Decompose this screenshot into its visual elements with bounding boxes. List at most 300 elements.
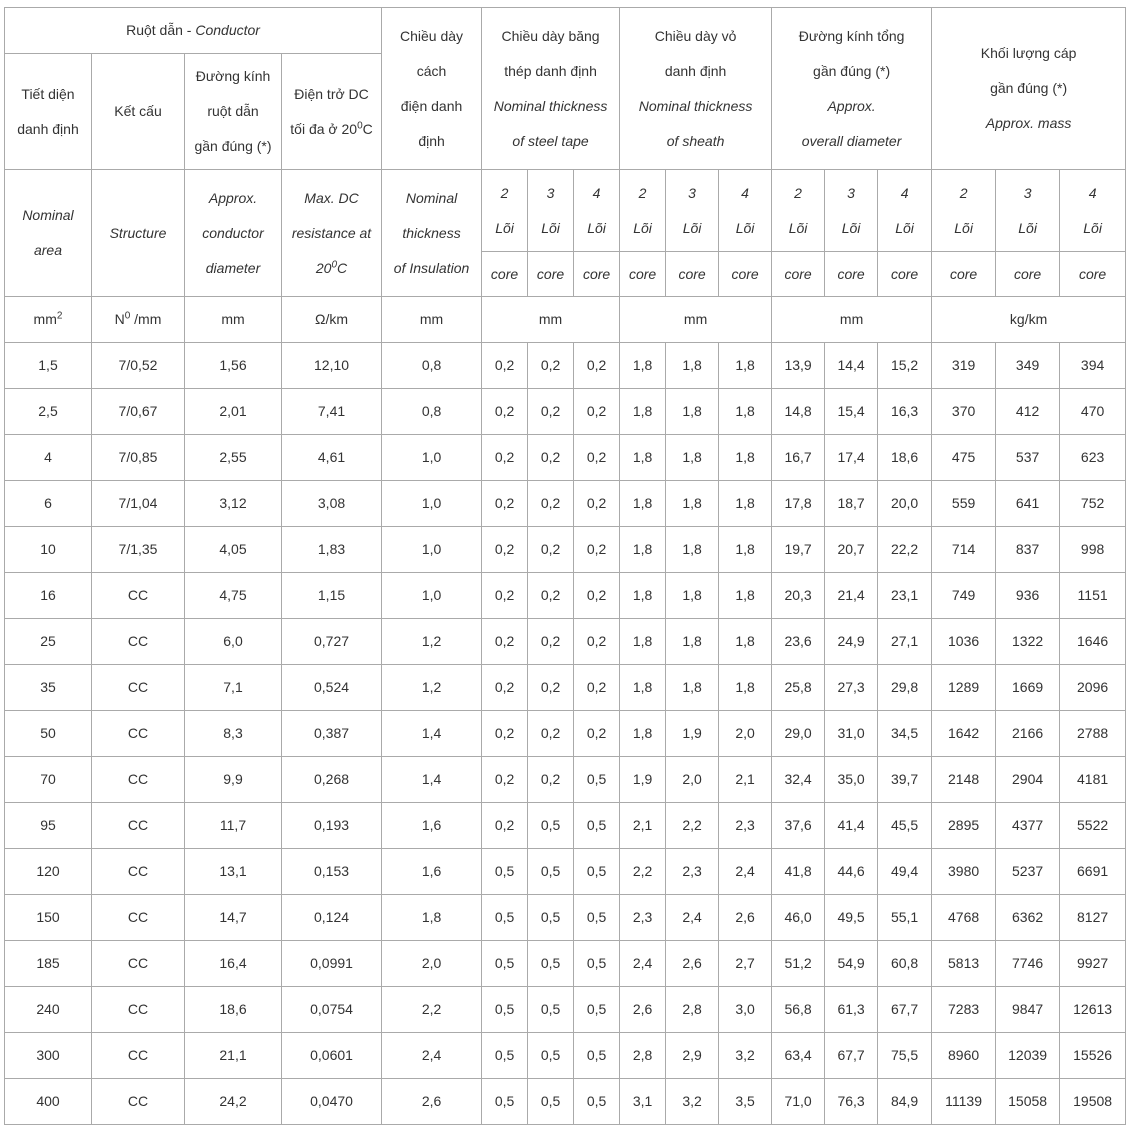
text: tối đa ở 20 (290, 120, 358, 137)
table-cell: 37,6 (772, 803, 825, 849)
unit-diameter: mm (185, 297, 282, 343)
table-cell: 641 (996, 481, 1060, 527)
table-cell: 95 (5, 803, 92, 849)
table-cell: 837 (996, 527, 1060, 573)
table-cell: 1,8 (620, 527, 666, 573)
core-count-number: 2 (794, 184, 802, 201)
table-cell: 0,5 (482, 1033, 528, 1079)
core-label-en: core (528, 252, 574, 297)
table-cell: 1,8 (666, 619, 719, 665)
core-count-number: 3 (1023, 184, 1032, 201)
table-cell: 0,2 (528, 481, 574, 527)
table-cell: 1,0 (382, 527, 482, 573)
core-count-number: 2 (500, 184, 509, 201)
structure-header-en: Structure (92, 170, 185, 297)
text: N (114, 311, 125, 327)
core-count-label-vi: Lõi (895, 219, 914, 236)
table-cell: 84,9 (878, 1079, 932, 1125)
table-cell: 6362 (996, 895, 1060, 941)
table-row (5, 895, 1126, 941)
table-cell: 1669 (996, 665, 1060, 711)
table-cell: CC (92, 573, 185, 619)
table-cell: 1,8 (620, 343, 666, 389)
table-cell: 0,2 (482, 343, 528, 389)
table-cell: 0,5 (528, 895, 574, 941)
table-cell: 0,2 (574, 389, 620, 435)
table-cell: 4768 (932, 895, 996, 941)
table-cell: 2,6 (666, 941, 719, 987)
table-cell: 1,0 (382, 481, 482, 527)
overall-diameter-header (772, 8, 932, 170)
table-cell: 1,8 (719, 389, 772, 435)
insulation-header-en (382, 170, 482, 297)
structure-header-vi: Kết cấu (92, 54, 185, 170)
text: Điện trở DC (294, 85, 369, 102)
table-cell: CC (92, 711, 185, 757)
unit-structure (92, 297, 185, 343)
table-cell: 1,5 (5, 343, 92, 389)
table-cell: 0,5 (574, 849, 620, 895)
table-cell: 1,8 (719, 343, 772, 389)
table-row (5, 987, 1126, 1033)
table-row (5, 435, 1126, 481)
table-cell: 0,0991 (282, 941, 382, 987)
core-count-label-vi: Lõi (633, 219, 652, 236)
text: Khối lượng cáp (980, 45, 1077, 61)
table-cell: 559 (932, 481, 996, 527)
table-cell: 15526 (1060, 1033, 1126, 1079)
table-cell: 2,2 (382, 987, 482, 1033)
table-cell: 185 (5, 941, 92, 987)
table-cell: 3,2 (719, 1033, 772, 1079)
text: conductor (202, 224, 264, 241)
table-cell: 623 (1060, 435, 1126, 481)
table-cell: 1646 (1060, 619, 1126, 665)
table-cell: 1,8 (620, 481, 666, 527)
text: Nominal (22, 207, 74, 223)
table-cell: 1,8 (666, 435, 719, 481)
table-cell: 9847 (996, 987, 1060, 1033)
table-cell: 1642 (932, 711, 996, 757)
table-cell: 49,4 (878, 849, 932, 895)
table-cell: 319 (932, 343, 996, 389)
table-cell: 2,9 (666, 1033, 719, 1079)
core-count-label-vi: Lõi (1083, 219, 1102, 236)
table-cell: 35 (5, 665, 92, 711)
table-cell: 0,8 (382, 343, 482, 389)
table-cell: 2,0 (382, 941, 482, 987)
table-cell: 0,5 (482, 1079, 528, 1125)
table-cell: CC (92, 1079, 185, 1125)
table-cell: 2,6 (382, 1079, 482, 1125)
table-cell: CC (92, 1033, 185, 1079)
core-label-en: core (574, 252, 620, 297)
table-cell: 19508 (1060, 1079, 1126, 1125)
core-label-en: core (996, 252, 1060, 297)
text (284, 251, 379, 286)
text: C (362, 120, 373, 137)
table-cell: 0,2 (482, 573, 528, 619)
table-cell: 67,7 (878, 987, 932, 1033)
table-cell: 1,8 (620, 619, 666, 665)
table-cell: 0,2 (574, 573, 620, 619)
text: thickness (402, 224, 461, 241)
table-cell: 0,5 (528, 803, 574, 849)
table-row (5, 1079, 1126, 1125)
table-cell: 24,2 (185, 1079, 282, 1125)
table-cell: 0,2 (574, 435, 620, 481)
table-cell: 39,7 (878, 757, 932, 803)
table-cell: 21,4 (825, 573, 878, 619)
table-row (5, 527, 1126, 573)
table-cell: 0,2 (574, 481, 620, 527)
unit-resistance: Ω/km (282, 297, 382, 343)
unit-sheath: mm (620, 297, 772, 343)
unit-mass: kg/km (932, 297, 1126, 343)
table-cell: CC (92, 895, 185, 941)
table-cell: 7/0,85 (92, 435, 185, 481)
table-cell: 0,2 (528, 665, 574, 711)
table-cell: CC (92, 619, 185, 665)
table-cell: 0,524 (282, 665, 382, 711)
table-cell: 2895 (932, 803, 996, 849)
table-cell: 4,05 (185, 527, 282, 573)
table-cell: 537 (996, 435, 1060, 481)
table-cell: 7,1 (185, 665, 282, 711)
diameter-header-vi (185, 54, 282, 170)
table-cell: 1,0 (382, 573, 482, 619)
table-cell: 0,2 (482, 619, 528, 665)
table-row (5, 619, 1126, 665)
core-count-label-vi: Lõi (682, 219, 702, 236)
core-count-number: 3 (688, 184, 696, 201)
table-cell: 1,8 (719, 573, 772, 619)
table-cell: 0,5 (528, 849, 574, 895)
table-cell: 6,0 (185, 619, 282, 665)
table-cell: 1,9 (620, 757, 666, 803)
text: gần đúng (*) (194, 138, 272, 154)
core-count-header (825, 170, 878, 252)
table-cell: 44,6 (825, 849, 878, 895)
core-count-number: 2 (638, 184, 647, 201)
core-count-header (996, 170, 1060, 252)
table-cell: 2148 (932, 757, 996, 803)
table-cell: 16,3 (878, 389, 932, 435)
table-row (5, 389, 1126, 435)
unit-area (5, 297, 92, 343)
table-cell: 32,4 (772, 757, 825, 803)
table-cell: 9,9 (185, 757, 282, 803)
table-cell: 2,55 (185, 435, 282, 481)
table-cell: 0,2 (574, 343, 620, 389)
table-cell: 2788 (1060, 711, 1126, 757)
table-cell: 55,1 (878, 895, 932, 941)
table-cell: 0,2 (482, 803, 528, 849)
core-count-number: 2 (959, 184, 968, 201)
conductor-label-vi: Ruột dẫn - (126, 22, 196, 38)
table-cell: 21,1 (185, 1033, 282, 1079)
table-cell: 1,8 (620, 389, 666, 435)
table-cell: 0,5 (482, 941, 528, 987)
table-cell: 0,193 (282, 803, 382, 849)
table-cell: 15058 (996, 1079, 1060, 1125)
table-cell: CC (92, 803, 185, 849)
table-cell: 1,15 (282, 573, 382, 619)
table-cell: 1,8 (666, 343, 719, 389)
table-cell: 412 (996, 389, 1060, 435)
core-label-en: core (482, 252, 528, 297)
table-cell: 2,3 (620, 895, 666, 941)
table-cell: 0,2 (482, 665, 528, 711)
table-cell: 1,4 (382, 757, 482, 803)
text: resistance at (291, 224, 372, 241)
table-cell: 3,0 (719, 987, 772, 1033)
core-count-number: 4 (900, 184, 909, 201)
table-cell: 7283 (932, 987, 996, 1033)
table-row (5, 481, 1126, 527)
table-cell: CC (92, 665, 185, 711)
text: Chiều dày (400, 27, 464, 44)
table-cell: 8127 (1060, 895, 1126, 941)
table-cell: 7/0,67 (92, 389, 185, 435)
area-header-en (5, 170, 92, 297)
table-cell: 54,9 (825, 941, 878, 987)
text: C (337, 259, 348, 276)
table-cell: 75,5 (878, 1033, 932, 1079)
text: overall diameter (801, 132, 902, 149)
mass-header (932, 8, 1126, 170)
table-cell: 1151 (1060, 573, 1126, 619)
table-row (5, 1033, 1126, 1079)
table-row (5, 711, 1126, 757)
table-cell: 0,2 (528, 527, 574, 573)
table-cell: 714 (932, 527, 996, 573)
text: /mm (130, 311, 162, 327)
table-cell: 15,2 (878, 343, 932, 389)
table-cell: 18,6 (878, 435, 932, 481)
table-row (5, 573, 1126, 619)
core-count-header (719, 170, 772, 252)
text: gần đúng (*) (813, 62, 891, 79)
text: 20 (315, 259, 332, 276)
table-cell: 2,8 (620, 1033, 666, 1079)
core-count-header (1060, 170, 1126, 252)
table-cell: 12039 (996, 1033, 1060, 1079)
table-cell: 2,3 (666, 849, 719, 895)
table-cell: 76,3 (825, 1079, 878, 1125)
table-cell: 6691 (1060, 849, 1126, 895)
table-cell: 0,5 (574, 987, 620, 1033)
table-row (5, 757, 1126, 803)
table-cell: 13,9 (772, 343, 825, 389)
table-cell: 1,56 (185, 343, 282, 389)
table-cell: 475 (932, 435, 996, 481)
table-cell: 2,2 (620, 849, 666, 895)
table-cell: 0,2 (574, 665, 620, 711)
table-cell: 20,0 (878, 481, 932, 527)
table-cell: 46,0 (772, 895, 825, 941)
table-cell: 1036 (932, 619, 996, 665)
table-cell: 240 (5, 987, 92, 1033)
table-cell: 18,7 (825, 481, 878, 527)
core-count-number: 4 (1088, 184, 1097, 201)
core-label-en: core (932, 252, 996, 297)
table-cell: 0,387 (282, 711, 382, 757)
table-cell: 0,5 (574, 803, 620, 849)
text: diameter (205, 259, 261, 276)
table-cell: 2,0 (666, 757, 719, 803)
table-cell: 0,2 (528, 343, 574, 389)
table-cell: 17,8 (772, 481, 825, 527)
table-cell: 0,153 (282, 849, 382, 895)
table-cell: 16,4 (185, 941, 282, 987)
table-cell: 9927 (1060, 941, 1126, 987)
core-count-label-vi: Lõi (495, 219, 514, 236)
table-cell: 1,83 (282, 527, 382, 573)
table-cell: 2096 (1060, 665, 1126, 711)
table-cell: 2,6 (620, 987, 666, 1033)
table-cell: 7/0,52 (92, 343, 185, 389)
table-cell: 0,5 (528, 1033, 574, 1079)
table-cell: 0,2 (528, 573, 574, 619)
table-cell: 1,8 (382, 895, 482, 941)
table-cell: 4,75 (185, 573, 282, 619)
text: thép danh định (504, 62, 597, 79)
table-cell: 34,5 (878, 711, 932, 757)
core-label-en: core (1060, 252, 1126, 297)
table-cell: 25 (5, 619, 92, 665)
core-count-header (878, 170, 932, 252)
text: danh định (664, 62, 727, 79)
text: 0 (357, 119, 363, 131)
cable-spec-table-container (4, 7, 1126, 1125)
core-label-en: core (878, 252, 932, 297)
table-cell: 31,0 (825, 711, 878, 757)
table-cell: 35,0 (825, 757, 878, 803)
diameter-header-en (185, 170, 282, 297)
table-cell: 0,5 (574, 1033, 620, 1079)
table-cell: 400 (5, 1079, 92, 1125)
table-cell: 0,5 (574, 941, 620, 987)
table-cell: 6 (5, 481, 92, 527)
table-cell: 45,5 (878, 803, 932, 849)
core-label-en: core (719, 252, 772, 297)
text: ruột dẫn (207, 103, 259, 119)
table-cell: CC (92, 757, 185, 803)
table-cell: 1,6 (382, 849, 482, 895)
table-cell: 56,8 (772, 987, 825, 1033)
core-count-label-vi: Lõi (788, 219, 808, 236)
table-cell: 7,41 (282, 389, 382, 435)
core-count-label-vi: Lõi (735, 219, 755, 236)
core-label-en: core (666, 252, 719, 297)
table-cell: 1,0 (382, 435, 482, 481)
table-cell: 0,2 (528, 711, 574, 757)
table-cell: 29,8 (878, 665, 932, 711)
table-cell: 998 (1060, 527, 1126, 573)
resistance-header-en (282, 170, 382, 297)
table-cell: 70 (5, 757, 92, 803)
table-cell: 61,3 (825, 987, 878, 1033)
text: gần đúng (*) (990, 80, 1068, 96)
text: 0 (124, 310, 131, 322)
table-cell: 1,8 (620, 573, 666, 619)
table-cell: 0,8 (382, 389, 482, 435)
text: Approx. (827, 97, 876, 114)
text: Nominal thickness (638, 97, 753, 114)
table-cell: 0,5 (574, 895, 620, 941)
table-cell: CC (92, 941, 185, 987)
table-cell: 470 (1060, 389, 1126, 435)
table-row (5, 849, 1126, 895)
core-count-label-vi: Lõi (541, 219, 560, 236)
table-cell: 3,08 (282, 481, 382, 527)
unit-overall-diameter: mm (772, 297, 932, 343)
table-cell: 150 (5, 895, 92, 941)
table-cell: 3,2 (666, 1079, 719, 1125)
table-cell: 1,8 (666, 527, 719, 573)
table-cell: 0,268 (282, 757, 382, 803)
table-cell: 0,2 (482, 435, 528, 481)
table-cell: 2,1 (719, 757, 772, 803)
table-cell: 2,8 (666, 987, 719, 1033)
text: of Insulation (393, 259, 470, 276)
table-cell: 0,2 (528, 389, 574, 435)
text: 0 (331, 258, 338, 270)
table-cell: 41,4 (825, 803, 878, 849)
table-cell: 3980 (932, 849, 996, 895)
table-cell: 16,7 (772, 435, 825, 481)
table-cell: 349 (996, 343, 1060, 389)
table-cell: 67,7 (825, 1033, 878, 1079)
text: danh định (17, 120, 79, 137)
table-row (5, 665, 1126, 711)
table-cell: 2,1 (620, 803, 666, 849)
text: area (33, 242, 63, 258)
table-cell: 0,2 (574, 619, 620, 665)
table-cell: 0,2 (482, 527, 528, 573)
table-cell: 8960 (932, 1033, 996, 1079)
core-count-header (666, 170, 719, 252)
table-cell: 17,4 (825, 435, 878, 481)
table-cell: 10 (5, 527, 92, 573)
table-cell: 1,8 (620, 435, 666, 481)
text: Approx. (208, 189, 258, 206)
table-cell: 1,8 (719, 665, 772, 711)
table-cell: 394 (1060, 343, 1126, 389)
table-cell: 300 (5, 1033, 92, 1079)
table-cell: 1,9 (666, 711, 719, 757)
table-cell: 7746 (996, 941, 1060, 987)
core-count-label-vi: Lõi (1018, 219, 1037, 236)
table-cell: 1,8 (666, 573, 719, 619)
table-cell: 2,01 (185, 389, 282, 435)
table-cell: 1289 (932, 665, 996, 711)
table-cell: 63,4 (772, 1033, 825, 1079)
table-cell: 3,1 (620, 1079, 666, 1125)
table-cell: 0,5 (574, 757, 620, 803)
table-cell: 12,10 (282, 343, 382, 389)
table-cell: 25,8 (772, 665, 825, 711)
table-cell: CC (92, 849, 185, 895)
core-label-en: core (772, 252, 825, 297)
core-count-label-vi: Lõi (954, 219, 973, 236)
table-cell: 1,8 (666, 389, 719, 435)
table-cell: 0,2 (482, 389, 528, 435)
table-cell: 0,2 (482, 481, 528, 527)
text: Tiết diện (21, 85, 75, 102)
table-cell: 0,2 (482, 711, 528, 757)
